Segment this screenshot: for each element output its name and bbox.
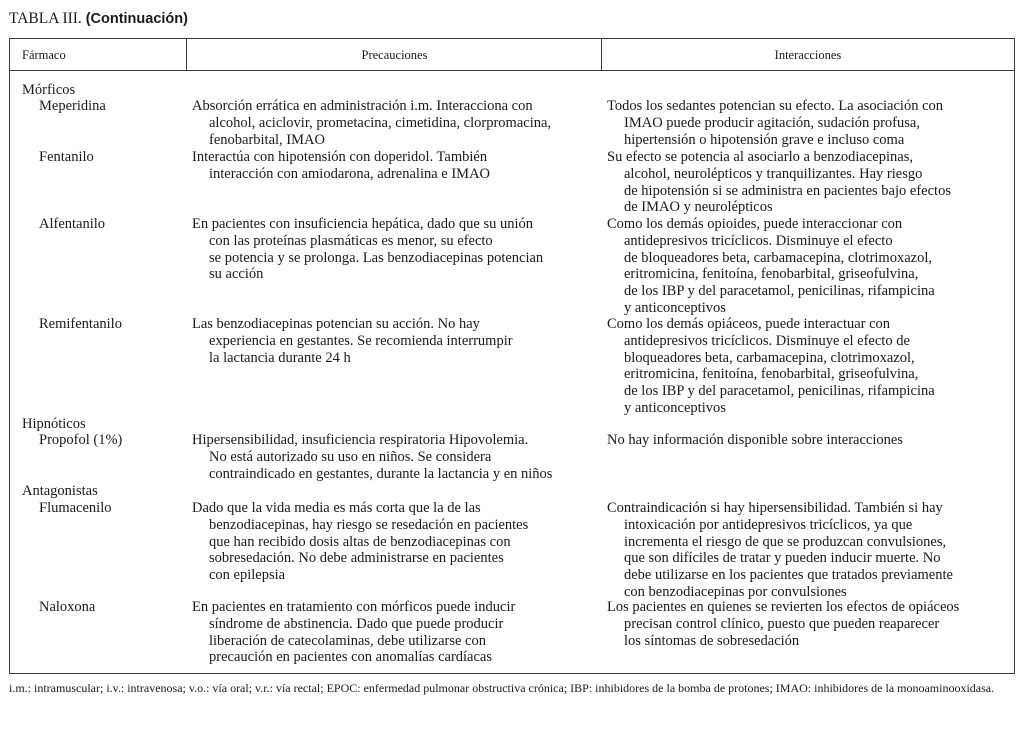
drug-name: Flumacenilo [39,500,112,516]
header-farmaco: Fármaco [22,48,66,62]
precauciones-cell [192,500,612,584]
text-line: incrementa el riesgo de que se produzcan convulsiones, [624,533,947,550]
text-line: eritromicina, fenitoína, fenobarbital, griseofulvina, [624,366,919,383]
drug-name: Naloxona [39,599,96,615]
precauciones-cell [192,98,612,148]
drug-name: Fentanilo [39,149,94,165]
text-line: de los IBP y del paracetamol, penicilinas, rifampicina [624,383,935,400]
group-label-antagonistas: Antagonistas [22,483,98,499]
text-line: con epilepsia [209,567,286,584]
text-line: experiencia en gestantes. Se recomienda interrumpir [209,332,513,349]
text-line: con benzodiacepinas por convulsiones [624,583,847,600]
header-precauciones: Precauciones [361,48,428,62]
text-line: con las proteínas plasmáticas es menor, su efecto [209,232,493,249]
drug-name: Meperidina [39,98,106,114]
text-line: bloqueadores beta, carbamacepina, clotrimoxazol, [624,349,915,366]
text-line: síndrome de abstinencia. Dado que puede producir [209,615,504,632]
text-line: alcohol, aciclovir, prometacina, cimetidina, clorpromacina, [209,114,552,131]
text-line: que son difíciles de tratar y pueden inducir muerte. No [624,550,941,567]
text-line: se potencia y se prolonga. Las benzodiacepinas potencian [209,249,544,266]
text-line: Interactúa con hipotensión con doperidol. También [192,149,488,165]
interacciones-cell [607,432,1017,449]
drug-name: Alfentanilo [39,216,106,232]
text-line: su acción [209,266,264,283]
text-line: En pacientes en tratamiento con mórficos puede inducir [192,599,516,615]
text-line: benzodiacepinas, hay riesgo se resedación en pacientes [209,516,529,533]
text-line: Como los demás opioides, puede interaccionar con [607,216,903,232]
interacciones-cell [607,500,1017,601]
precauciones-cell [192,599,612,666]
text-line: fenobarbital, IMAO [209,131,325,148]
interacciones-cell [607,216,1017,317]
table-continuation: (Continuación) [85,11,188,27]
text-line: de los IBP y del paracetamol, penicilinas, rifampicina [624,283,935,300]
text-line: No está autorizado su uso en niños. Se considera [209,448,492,465]
text-line: de bloqueadores beta, carbamacepina, clotrimoxazol, [624,249,932,266]
text-line: Dado que la vida media es más corta que la de las [192,500,481,516]
text-line: que han recibido dosis altas de benzodiacepinas con [209,533,511,550]
interacciones-cell [607,98,1017,148]
text-line: precisan control clínico, puesto que pueden reaparecer [624,615,940,632]
text-line: la lactancia durante 24 h [209,349,351,366]
text-line: Todos los sedantes potencian su efecto. La asociación con [607,98,943,114]
text-line: sobresedación. No debe administrarse en pacientes [209,550,504,567]
text-line: hipertensión o hipotensión grave e incluso coma [624,131,905,148]
text-line: Contraindicación si hay hipersensibilidad. También si hay [607,500,943,516]
group-label-morficos: Mórficos [22,82,76,98]
text-line: Absorción errática en administración i.m. Interacciona con [192,98,533,114]
text-line: precaución en pacientes con anomalías cardíacas [209,649,493,666]
text-line: y anticonceptivos [624,299,726,316]
precauciones-cell [192,316,612,366]
text-line: Los pacientes en quienes se revierten los efectos de opiáceos [607,599,960,615]
drug-table [9,38,1015,674]
text-line: liberación de catecolaminas, debe utilizarse con [209,632,486,649]
text-line: interacción con amiodarona, adrenalina e IMAO [209,165,491,182]
precauciones-cell [192,216,612,283]
text-line: debe utilizarse en los pacientes que tratados previamente [624,567,953,584]
text-line: En pacientes con insuficiencia hepática, dado que su unión [192,216,534,232]
text-line: antidepresivos tricíclicos. Disminuye el efecto de [624,332,910,349]
interacciones-cell [607,599,1017,649]
table-number: TABLA III. [9,10,82,27]
text-line: Hipersensibilidad, insuficiencia respiratoria Hipovolemia. [192,432,529,448]
table-footnote: i.m.: intramuscular; i.v.: intravenosa; v.o.: vía oral; v.r.: vía rectal; EPOC: enfermedad pulmonar obstructiva crónica; IBP: inhibidores de la bomba de protones; IMAO: inhibidores de la monoaminooxidasa. [9,681,995,695]
text-line: los síntomas de sobresedación [624,632,800,649]
text-line: antidepresivos tricíclicos. Disminuye el efecto [624,232,893,249]
text-line: eritromicina, fenitoína, fenobarbital, griseofulvina, [624,266,919,283]
text-line: intoxicación por antidepresivos tricíclicos, ya que [624,516,913,533]
text-line: alcohol, neurolépticos y tranquilizantes. Hay riesgo [624,165,923,182]
precauciones-cell [192,149,612,183]
table-header [10,39,1014,71]
header-interacciones: Interacciones [774,48,842,62]
text-line: de hipotensión si se administra en pacientes bajo efectos [624,182,951,199]
text-line: Su efecto se potencia al asociarlo a benzodiacepinas, [607,149,913,165]
interacciones-cell [607,316,1017,417]
interacciones-cell [607,149,1017,216]
text-line: contraindicado en gestantes, durante la lactancia y en niños [209,465,553,482]
group-label-hipnoticos: Hipnóticos [22,416,86,432]
text-line: No hay información disponible sobre interacciones [607,432,903,448]
table-caption [9,9,188,29]
drug-name: Propofol (1%) [39,432,123,448]
text-line: y anticonceptivos [624,399,726,416]
text-line: Como los demás opiáceos, puede interactuar con [607,316,891,332]
text-line: IMAO puede producir agitación, sudación profusa, [624,114,920,131]
text-line: Las benzodiacepinas potencian su acción. No hay [192,316,480,332]
text-line: de IMAO y neurolépticos [624,199,773,216]
precauciones-cell [192,432,612,482]
drug-name: Remifentanilo [39,316,122,332]
